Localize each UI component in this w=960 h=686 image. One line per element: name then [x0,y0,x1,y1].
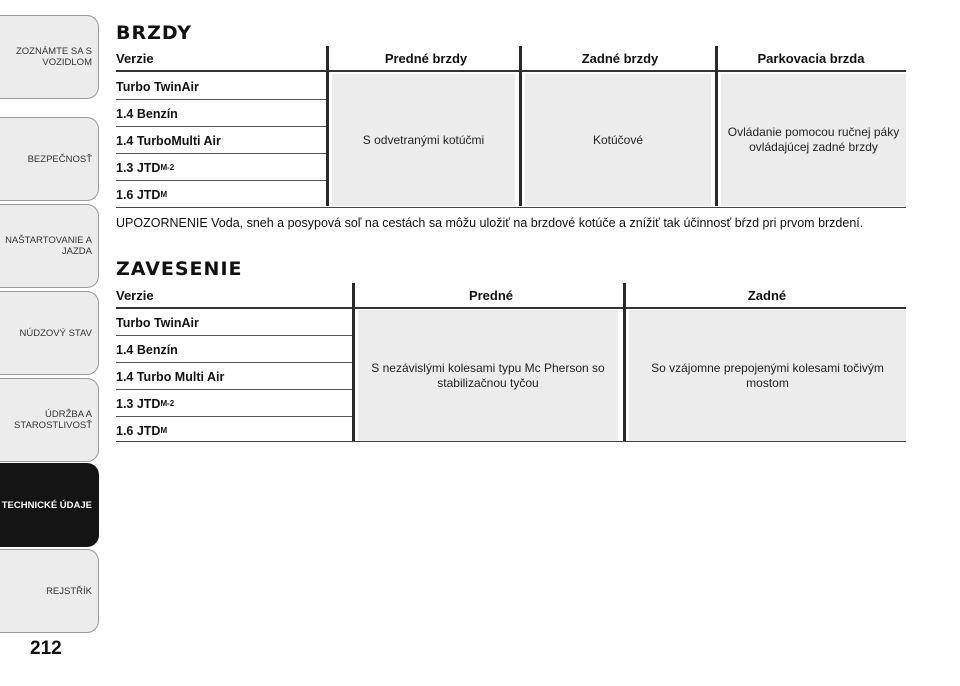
zavesenie-header-verzie: Verzie [116,287,154,303]
brzdy-row-label [116,127,221,154]
tab-nudzovy-stav[interactable] [0,291,99,375]
row-name: 1.3 JTD [116,160,161,175]
header-divider [116,307,906,309]
brzdy-header-zadne: Zadné brzdy [581,50,659,66]
brzdy-header-parkovacia: Parkovacia brzda [757,50,865,66]
table-bottom-line [116,441,906,442]
row-name: Turbo TwinAir [116,79,199,94]
zavesenie-front-value: S nezávislými kolesami typu Mc Pherson so stabilizačnou tyčou [358,310,618,441]
brzdy-row-label [116,154,174,181]
zavesenie-header-zadne: Zadné [747,287,787,303]
row-name: 1.6 JTD [116,187,161,202]
tab-label: ÚDRŽBA A STAROSTLIVOSŤ [14,409,92,431]
column-divider [623,283,626,441]
row-name: 1.4 Turbo Multi Air [116,369,225,384]
column-divider [519,46,522,206]
tab-rejstrik[interactable] [0,549,99,633]
zavesenie-header-predne: Predné [468,287,514,303]
row-subscript: M [160,426,168,435]
brzdy-row-label [116,100,178,127]
row-name: 1.6 JTD [116,423,161,438]
tab-label: NÚDZOVÝ STAV [19,327,92,339]
tab-label: REJSTŘÍK [46,585,92,597]
row-name: 1.4 Benzín [116,342,178,357]
tab-label: NAŠTARTOVANIE A JAZDA [5,235,92,257]
row-name: 1.3 JTD [116,396,161,411]
brzdy-front-value: S odvetranými kotúčmi [332,74,515,206]
header-divider [116,70,906,72]
zavesenie-title: ZAVESENIE [116,258,243,280]
tab-label: BEZPEČNOSŤ [27,153,92,165]
row-subscript: M-2 [160,163,175,172]
brzdy-table [116,46,906,206]
page-number: 212 [30,638,62,659]
brzdy-header-predne: Predné brzdy [384,50,468,66]
tab-nastartovanie[interactable] [0,204,99,288]
row-name: 1.4 Benzín [116,106,178,121]
brzdy-row-label [116,73,199,100]
row-name: Turbo TwinAir [116,315,199,330]
zavesenie-row-label [116,417,167,444]
column-divider [326,46,329,206]
brzdy-parking-value: Ovládanie pomocou ručnej páky ovládajúcej zadné brzdy [721,74,906,206]
zavesenie-row-label [116,390,174,417]
brzdy-header-verzie: Verzie [116,50,154,66]
column-divider [715,46,718,206]
tab-label: ZOZNÁMTE SA S VOZIDLOM [15,46,92,68]
brzdy-title: BRZDY [116,22,193,44]
zavesenie-row-label [116,363,224,390]
tab-technicke-udaje[interactable] [0,463,99,547]
brzdy-rear-value: Kotúčové [525,74,711,206]
row-subscript: M [160,190,168,199]
zavesenie-rear-value: So vzájomne prepojenými kolesami točivým mostom [629,310,906,441]
zavesenie-table [116,283,906,441]
row-name: 1.4 TurboMulti Air [116,133,221,148]
tab-bezpecnost[interactable] [0,117,99,201]
zavesenie-row-label [116,336,178,363]
column-divider [352,283,355,441]
tab-zoznamte-sa[interactable] [0,15,99,99]
brzdy-row-label [116,181,167,208]
warning-note: UPOZORNENIE Voda, sneh a posypová soľ na cestách sa môžu uložiť na brzdové kotúče a znížiť tak účinnosť bŕzd pri prvom brzdení. [116,216,864,230]
tab-udrzba[interactable] [0,378,99,462]
side-tabs [0,0,100,640]
row-subscript: M-2 [160,399,175,408]
table-bottom-line [116,207,906,208]
zavesenie-row-label [116,309,199,336]
tab-label: TECHNICKÉ ÚDAJE [1,499,92,511]
